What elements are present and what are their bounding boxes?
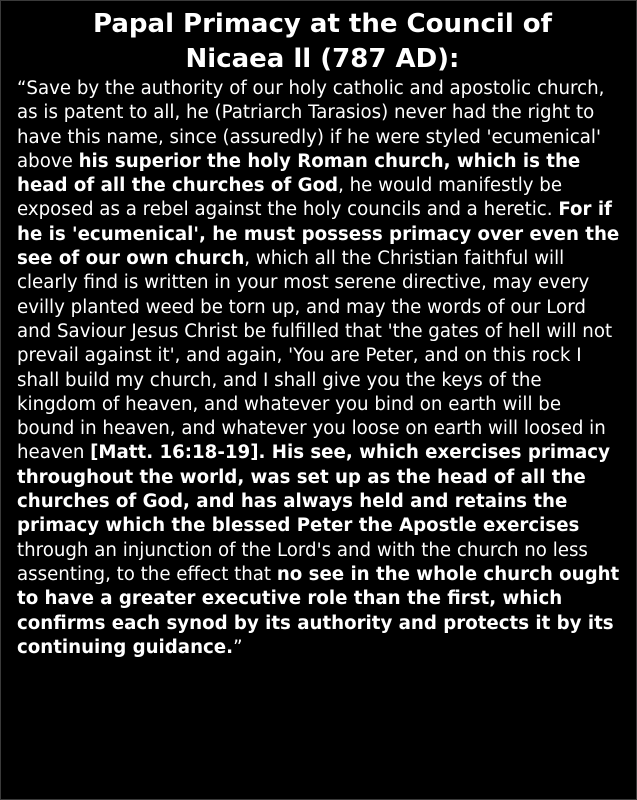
- quote-segment: ”: [233, 636, 243, 658]
- quote-segment: , which all the Christian faithful will clearly find is written in your most serene directive, may every evilly planted weed be torn up, and may the words of our Lord and Saviour Jesus Christ be fulfilled that 'the gates of hell will not prevail against it', and again, 'You are Peter, and on this rock I shall build my church, and I shall give you the keys of the kingdom of heaven, and whatever you bind on earth will be bound in heaven, and whatever you loose on earth will loosed in heaven: [17, 248, 613, 464]
- quote-segment: , he would manifestly be exposed as a rebel against the holy councils and a heretic.: [17, 175, 563, 221]
- quote-segment: through an injunction of the Lord's and with the church no less assenting, to the effect that: [17, 539, 588, 585]
- quote-segment-bold: no see in the whole church ought to have a greater executive role than the first, which confirms each synod by its authority and protects it by its continuing guidance.: [17, 563, 620, 658]
- title-line-2: Nicaea ll (787 AD):: [185, 44, 460, 74]
- quote-segment-bold: [Matt. 16:18-19]. His see, which exercises primacy throughout the world, was set up as the head of all the churches of God, and has always held and retains the primacy which the blessed Peter the Apostle exercises: [17, 442, 610, 537]
- quote-segment: “Save by the authority of our holy catholic and apostolic church, as is patent to all, he (Patriarch Tarasios) never had the right to have this name, since (assuredly) if he were styled 'ecumenical' above: [17, 78, 605, 172]
- title-line-1: Papal Primacy at the Council of: [93, 9, 552, 39]
- quote-paragraph: [17, 77, 622, 660]
- quote-segment-bold: his superior the holy Roman church, which is the head of all the churches of God: [17, 150, 581, 197]
- page-title: [17, 7, 622, 77]
- quote-segment-bold: For if he is 'ecumenical', he must possess primacy over even the see of our own church: [17, 199, 620, 270]
